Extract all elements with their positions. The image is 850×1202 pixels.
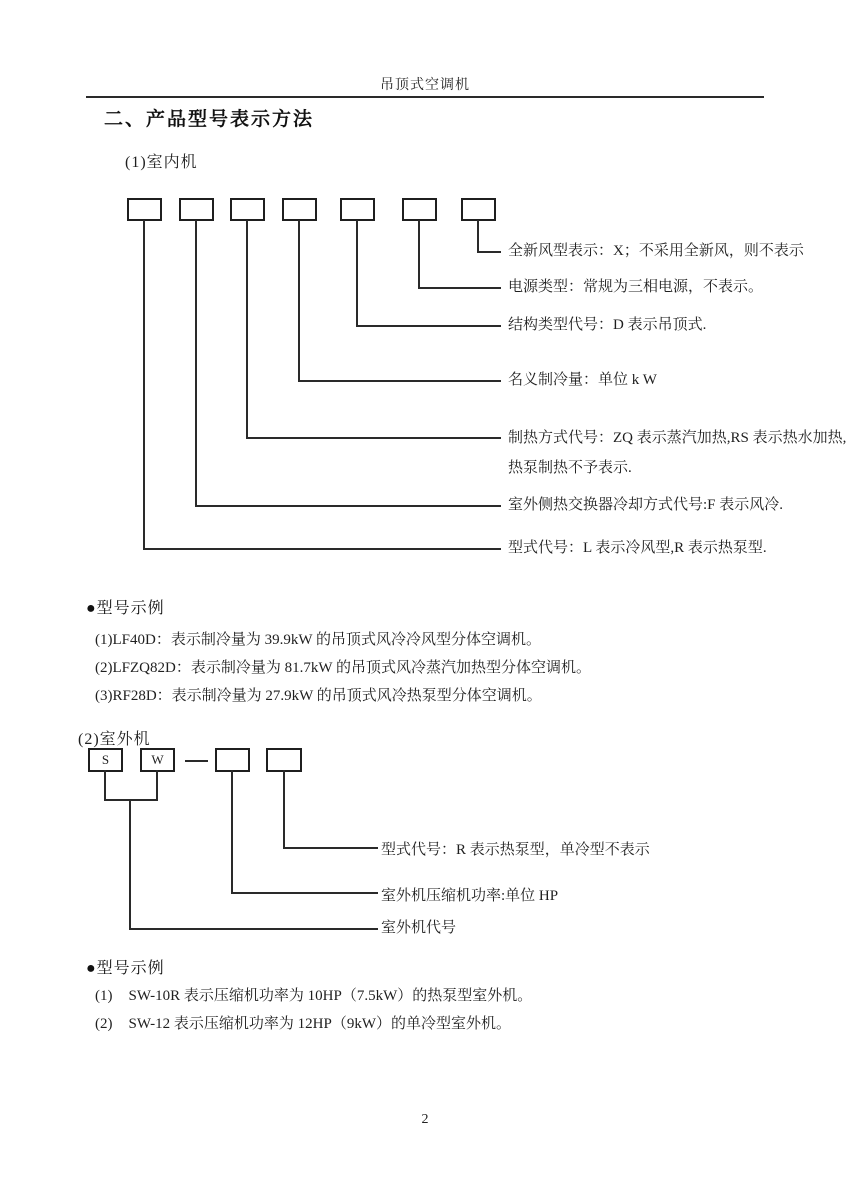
indoor-code-box-6 (402, 198, 437, 221)
indoor-label-heating-mode: 制热方式代号：ZQ 表示蒸汽加热,RS 表示热水加热,热泵制热不予表示. (508, 430, 847, 476)
outdoor-examples-heading: ●型号示例 (86, 960, 165, 977)
header-rule (86, 96, 764, 98)
indoor-code-box-5 (340, 198, 375, 221)
indoor-connector-3-horizontal (246, 437, 501, 439)
indoor-label-cooling-capacity: 名义制冷量：单位 k W (508, 372, 657, 388)
indoor-heading: (1)室内机 (125, 154, 198, 171)
indoor-code-box-3 (230, 198, 265, 221)
outdoor-example-1 (95, 984, 532, 1005)
indoor-connector-5-vertical (356, 220, 358, 327)
outdoor-label-compressor-power: 室外机压缩机功率:单位 HP (381, 888, 559, 904)
outdoor-example-2-text: SW-12 表示压缩机功率为 12HP（9kW）的单冷型室外机。 (128, 1016, 512, 1032)
outdoor-heading: (2)室外机 (78, 731, 151, 748)
indoor-connector-3-vertical (246, 220, 248, 439)
section-title: 二、产品型号表示方法 (104, 109, 315, 130)
indoor-label-structure-type: 结构类型代号：D 表示吊顶式. (508, 317, 707, 333)
outdoor-connector-power-horizontal (231, 892, 378, 894)
outdoor-code-box-s (88, 748, 123, 772)
outdoor-connector-type-vertical (283, 770, 285, 849)
outdoor-example-2 (95, 1012, 511, 1033)
indoor-examples-heading: ●型号示例 (86, 600, 165, 617)
outdoor-connector-main-horizontal (129, 928, 378, 930)
indoor-connector-5-horizontal (356, 325, 501, 327)
outdoor-example-1-text: SW-10R 表示压缩机功率为 10HP（7.5kW）的热泵型室外机。 (128, 988, 533, 1004)
outdoor-connector-main-vertical (129, 799, 131, 930)
indoor-connector-7-vertical (477, 220, 479, 253)
outdoor-box-letter-s: S (101, 752, 110, 767)
outdoor-connector-power-vertical (231, 770, 233, 894)
page-number: 2 (421, 1112, 429, 1127)
indoor-example-1: (1)LF40D：表示制冷量为 39.9kW 的吊顶式风冷冷风型分体空调机。 (95, 632, 541, 648)
outdoor-label-model-code: 型式代号：R 表示热泵型，单冷型不表示 (381, 842, 650, 858)
indoor-code-box-1 (127, 198, 162, 221)
indoor-label-heat-exchanger: 室外侧热交换器冷却方式代号:F 表示风冷. (508, 497, 784, 513)
indoor-code-box-2 (179, 198, 214, 221)
page-header-title: 吊顶式空调机 (380, 78, 470, 93)
indoor-label-power-type: 电源类型：常规为三相电源，不表示。 (508, 279, 764, 295)
hyphen-separator (185, 760, 208, 762)
indoor-connector-7-horizontal (477, 251, 501, 253)
outdoor-connector-type-horizontal (283, 847, 378, 849)
indoor-connector-2-horizontal (195, 505, 501, 507)
indoor-connector-6-horizontal (418, 287, 501, 289)
outdoor-connector-bracket (104, 799, 158, 801)
indoor-connector-1-vertical (143, 220, 145, 550)
outdoor-connector-s-vertical (104, 770, 106, 801)
outdoor-connector-w-vertical (156, 770, 158, 801)
indoor-code-box-4 (282, 198, 317, 221)
indoor-connector-6-vertical (418, 220, 420, 289)
outdoor-code-box-type (266, 748, 302, 772)
outdoor-code-box-w (140, 748, 175, 772)
indoor-connector-4-horizontal (298, 380, 501, 382)
indoor-code-box-7 (461, 198, 496, 221)
indoor-label-model-code: 型式代号：L 表示冷风型,R 表示热泵型. (508, 540, 767, 556)
outdoor-example-2-num: (2) (95, 1016, 113, 1032)
indoor-connector-1-horizontal (143, 548, 501, 550)
indoor-example-2: (2)LFZQ82D：表示制冷量为 81.7kW 的吊顶式风冷蒸汽加热型分体空调机。 (95, 660, 591, 676)
outdoor-example-1-num: (1) (95, 988, 113, 1004)
indoor-connector-4-vertical (298, 220, 300, 382)
outdoor-label-unit-code: 室外机代号 (381, 920, 457, 936)
indoor-label-fresh-air: 全新风型表示：X；不采用全新风，则不表示 (508, 243, 804, 259)
outdoor-code-box-power (215, 748, 250, 772)
outdoor-box-letter-w: W (151, 752, 164, 767)
indoor-connector-2-vertical (195, 220, 197, 507)
indoor-example-3: (3)RF28D：表示制冷量为 27.9kW 的吊顶式风冷热泵型分体空调机。 (95, 688, 542, 704)
